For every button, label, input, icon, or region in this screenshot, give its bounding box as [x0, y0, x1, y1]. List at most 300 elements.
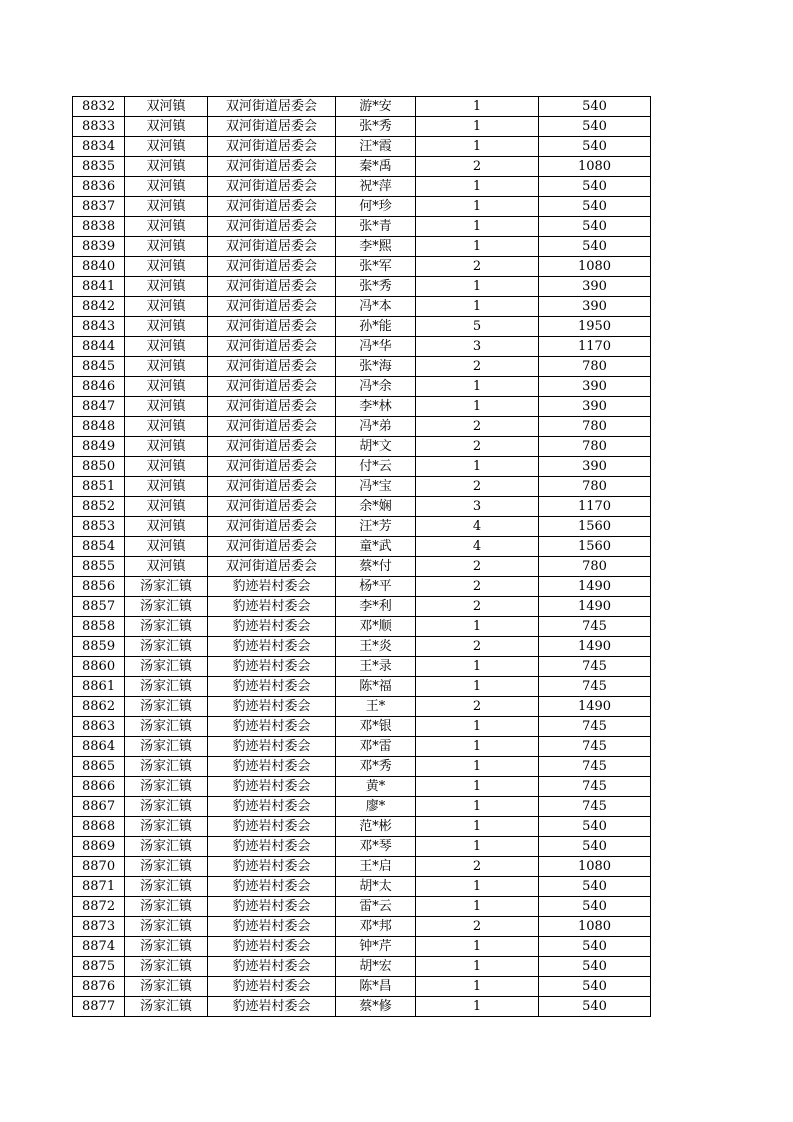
count-cell: 1 — [416, 217, 539, 237]
town-cell: 汤家汇镇 — [125, 937, 208, 957]
count-cell: 1 — [416, 97, 539, 117]
town-cell: 双河镇 — [125, 397, 208, 417]
amount-cell: 540 — [539, 977, 651, 997]
town-cell: 汤家汇镇 — [125, 577, 208, 597]
row-number: 8868 — [73, 817, 125, 837]
table-row — [73, 317, 651, 337]
row-number: 8857 — [73, 597, 125, 617]
table-row — [73, 517, 651, 537]
count-cell: 4 — [416, 537, 539, 557]
row-number: 8842 — [73, 297, 125, 317]
committee-cell: 豹迹岩村委会 — [208, 957, 336, 977]
count-cell: 4 — [416, 517, 539, 537]
count-cell: 1 — [416, 737, 539, 757]
amount-cell: 540 — [539, 997, 651, 1017]
committee-cell: 豹迹岩村委会 — [208, 857, 336, 877]
committee-cell: 双河街道居委会 — [208, 537, 336, 557]
count-cell: 1 — [416, 937, 539, 957]
name-cell: 张*秀 — [336, 277, 416, 297]
count-cell: 1 — [416, 177, 539, 197]
table-row — [73, 137, 651, 157]
table-row — [73, 237, 651, 257]
committee-cell: 豹迹岩村委会 — [208, 997, 336, 1017]
committee-cell: 豹迹岩村委会 — [208, 577, 336, 597]
count-cell: 1 — [416, 717, 539, 737]
table-body — [73, 97, 651, 1017]
name-cell: 何*珍 — [336, 197, 416, 217]
amount-cell: 540 — [539, 817, 651, 837]
name-cell: 蔡*修 — [336, 997, 416, 1017]
committee-cell: 双河街道居委会 — [208, 277, 336, 297]
name-cell: 黄* — [336, 777, 416, 797]
name-cell: 廖* — [336, 797, 416, 817]
count-cell: 3 — [416, 337, 539, 357]
count-cell: 1 — [416, 237, 539, 257]
town-cell: 双河镇 — [125, 377, 208, 397]
count-cell: 1 — [416, 677, 539, 697]
town-cell: 双河镇 — [125, 497, 208, 517]
count-cell: 1 — [416, 617, 539, 637]
committee-cell: 双河街道居委会 — [208, 177, 336, 197]
table-row — [73, 597, 651, 617]
amount-cell: 1560 — [539, 537, 651, 557]
row-number: 8860 — [73, 657, 125, 677]
committee-cell: 双河街道居委会 — [208, 557, 336, 577]
amount-cell: 1080 — [539, 157, 651, 177]
row-number: 8833 — [73, 117, 125, 137]
name-cell: 汪*芳 — [336, 517, 416, 537]
count-cell: 1 — [416, 877, 539, 897]
row-number: 8856 — [73, 577, 125, 597]
row-number: 8851 — [73, 477, 125, 497]
row-number: 8844 — [73, 337, 125, 357]
name-cell: 张*军 — [336, 257, 416, 277]
amount-cell: 745 — [539, 777, 651, 797]
amount-cell: 1490 — [539, 577, 651, 597]
committee-cell: 豹迹岩村委会 — [208, 817, 336, 837]
row-number: 8858 — [73, 617, 125, 637]
name-cell: 王* — [336, 697, 416, 717]
town-cell: 双河镇 — [125, 157, 208, 177]
count-cell: 2 — [416, 357, 539, 377]
amount-cell: 540 — [539, 137, 651, 157]
table-row — [73, 997, 651, 1017]
row-number: 8852 — [73, 497, 125, 517]
count-cell: 2 — [416, 697, 539, 717]
committee-cell: 豹迹岩村委会 — [208, 757, 336, 777]
count-cell: 1 — [416, 297, 539, 317]
table-row — [73, 777, 651, 797]
table-row — [73, 117, 651, 137]
committee-cell: 豹迹岩村委会 — [208, 917, 336, 937]
table-row — [73, 557, 651, 577]
town-cell: 双河镇 — [125, 437, 208, 457]
row-number: 8866 — [73, 777, 125, 797]
amount-cell: 1080 — [539, 257, 651, 277]
committee-cell: 双河街道居委会 — [208, 137, 336, 157]
name-cell: 张*海 — [336, 357, 416, 377]
town-cell: 双河镇 — [125, 417, 208, 437]
table-row — [73, 617, 651, 637]
table-row — [73, 197, 651, 217]
amount-cell: 745 — [539, 617, 651, 637]
row-number: 8861 — [73, 677, 125, 697]
town-cell: 双河镇 — [125, 237, 208, 257]
table-row — [73, 977, 651, 997]
committee-cell: 双河街道居委会 — [208, 297, 336, 317]
table-row — [73, 877, 651, 897]
committee-cell: 豹迹岩村委会 — [208, 937, 336, 957]
table-row — [73, 797, 651, 817]
town-cell: 双河镇 — [125, 257, 208, 277]
committee-cell: 双河街道居委会 — [208, 197, 336, 217]
row-number: 8855 — [73, 557, 125, 577]
row-number: 8834 — [73, 137, 125, 157]
row-number: 8863 — [73, 717, 125, 737]
count-cell: 1 — [416, 797, 539, 817]
name-cell: 杨*平 — [336, 577, 416, 597]
table-row — [73, 717, 651, 737]
name-cell: 雷*云 — [336, 897, 416, 917]
town-cell: 双河镇 — [125, 317, 208, 337]
name-cell: 余*娴 — [336, 497, 416, 517]
table-row — [73, 437, 651, 457]
town-cell: 汤家汇镇 — [125, 617, 208, 637]
committee-cell: 豹迹岩村委会 — [208, 697, 336, 717]
amount-cell: 1490 — [539, 597, 651, 617]
town-cell: 汤家汇镇 — [125, 877, 208, 897]
row-number: 8839 — [73, 237, 125, 257]
row-number: 8864 — [73, 737, 125, 757]
name-cell: 祝*萍 — [336, 177, 416, 197]
name-cell: 胡*太 — [336, 877, 416, 897]
table-row — [73, 157, 651, 177]
amount-cell: 780 — [539, 477, 651, 497]
count-cell: 1 — [416, 197, 539, 217]
amount-cell: 745 — [539, 677, 651, 697]
count-cell: 1 — [416, 457, 539, 477]
table-row — [73, 257, 651, 277]
name-cell: 李*林 — [336, 397, 416, 417]
count-cell: 2 — [416, 417, 539, 437]
amount-cell: 780 — [539, 437, 651, 457]
row-number: 8843 — [73, 317, 125, 337]
count-cell: 1 — [416, 957, 539, 977]
amount-cell: 745 — [539, 757, 651, 777]
count-cell: 1 — [416, 777, 539, 797]
row-number: 8870 — [73, 857, 125, 877]
name-cell: 邓*银 — [336, 717, 416, 737]
row-number: 8845 — [73, 357, 125, 377]
committee-cell: 双河街道居委会 — [208, 317, 336, 337]
table-row — [73, 477, 651, 497]
name-cell: 冯*宝 — [336, 477, 416, 497]
table-row — [73, 537, 651, 557]
count-cell: 1 — [416, 837, 539, 857]
committee-cell: 双河街道居委会 — [208, 257, 336, 277]
committee-cell: 双河街道居委会 — [208, 377, 336, 397]
amount-cell: 540 — [539, 117, 651, 137]
amount-cell: 745 — [539, 797, 651, 817]
amount-cell: 1170 — [539, 337, 651, 357]
table-row — [73, 577, 651, 597]
town-cell: 双河镇 — [125, 97, 208, 117]
amount-cell: 540 — [539, 897, 651, 917]
amount-cell: 1490 — [539, 697, 651, 717]
name-cell: 童*武 — [336, 537, 416, 557]
name-cell: 钟*芹 — [336, 937, 416, 957]
committee-cell: 双河街道居委会 — [208, 337, 336, 357]
table-row — [73, 397, 651, 417]
amount-cell: 390 — [539, 397, 651, 417]
town-cell: 双河镇 — [125, 457, 208, 477]
name-cell: 孙*能 — [336, 317, 416, 337]
town-cell: 汤家汇镇 — [125, 997, 208, 1017]
table-row — [73, 737, 651, 757]
name-cell: 汪*霞 — [336, 137, 416, 157]
name-cell: 胡*文 — [336, 437, 416, 457]
count-cell: 1 — [416, 277, 539, 297]
committee-cell: 豹迹岩村委会 — [208, 877, 336, 897]
table-row — [73, 177, 651, 197]
town-cell: 汤家汇镇 — [125, 837, 208, 857]
amount-cell: 540 — [539, 957, 651, 977]
committee-cell: 豹迹岩村委会 — [208, 677, 336, 697]
row-number: 8854 — [73, 537, 125, 557]
amount-cell: 540 — [539, 877, 651, 897]
table-row — [73, 417, 651, 437]
count-cell: 2 — [416, 437, 539, 457]
name-cell: 邓*雷 — [336, 737, 416, 757]
town-cell: 汤家汇镇 — [125, 697, 208, 717]
committee-cell: 双河街道居委会 — [208, 217, 336, 237]
row-number: 8873 — [73, 917, 125, 937]
committee-cell: 双河街道居委会 — [208, 477, 336, 497]
row-number: 8849 — [73, 437, 125, 457]
amount-cell: 780 — [539, 417, 651, 437]
committee-cell: 豹迹岩村委会 — [208, 777, 336, 797]
row-number: 8840 — [73, 257, 125, 277]
town-cell: 汤家汇镇 — [125, 817, 208, 837]
count-cell: 3 — [416, 497, 539, 517]
count-cell: 1 — [416, 137, 539, 157]
committee-cell: 豹迹岩村委会 — [208, 717, 336, 737]
table-row — [73, 937, 651, 957]
amount-cell: 780 — [539, 557, 651, 577]
row-number: 8867 — [73, 797, 125, 817]
committee-cell: 豹迹岩村委会 — [208, 597, 336, 617]
town-cell: 汤家汇镇 — [125, 737, 208, 757]
count-cell: 1 — [416, 657, 539, 677]
count-cell: 2 — [416, 257, 539, 277]
row-number: 8846 — [73, 377, 125, 397]
count-cell: 1 — [416, 377, 539, 397]
town-cell: 双河镇 — [125, 217, 208, 237]
count-cell: 2 — [416, 857, 539, 877]
town-cell: 汤家汇镇 — [125, 757, 208, 777]
amount-cell: 1080 — [539, 857, 651, 877]
name-cell: 王*炎 — [336, 637, 416, 657]
row-number: 8837 — [73, 197, 125, 217]
town-cell: 双河镇 — [125, 277, 208, 297]
row-number: 8865 — [73, 757, 125, 777]
table-row — [73, 457, 651, 477]
town-cell: 双河镇 — [125, 357, 208, 377]
table-row — [73, 697, 651, 717]
town-cell: 双河镇 — [125, 477, 208, 497]
amount-cell: 540 — [539, 97, 651, 117]
amount-cell: 540 — [539, 217, 651, 237]
count-cell: 1 — [416, 397, 539, 417]
count-cell: 2 — [416, 597, 539, 617]
table-row — [73, 497, 651, 517]
amount-cell: 390 — [539, 377, 651, 397]
count-cell: 1 — [416, 977, 539, 997]
amount-cell: 540 — [539, 937, 651, 957]
table-row — [73, 957, 651, 977]
name-cell: 蔡*付 — [336, 557, 416, 577]
table-row — [73, 357, 651, 377]
town-cell: 双河镇 — [125, 197, 208, 217]
table-row — [73, 217, 651, 237]
row-number: 8841 — [73, 277, 125, 297]
town-cell: 双河镇 — [125, 537, 208, 557]
amount-cell: 780 — [539, 357, 651, 377]
table-row — [73, 337, 651, 357]
name-cell: 范*彬 — [336, 817, 416, 837]
name-cell: 冯*弟 — [336, 417, 416, 437]
row-number: 8874 — [73, 937, 125, 957]
amount-cell: 1170 — [539, 497, 651, 517]
town-cell: 双河镇 — [125, 557, 208, 577]
amount-cell: 390 — [539, 457, 651, 477]
table-row — [73, 637, 651, 657]
town-cell: 双河镇 — [125, 137, 208, 157]
row-number: 8862 — [73, 697, 125, 717]
town-cell: 汤家汇镇 — [125, 897, 208, 917]
committee-cell: 双河街道居委会 — [208, 497, 336, 517]
count-cell: 2 — [416, 577, 539, 597]
amount-cell: 745 — [539, 737, 651, 757]
count-cell: 2 — [416, 917, 539, 937]
town-cell: 汤家汇镇 — [125, 637, 208, 657]
row-number: 8871 — [73, 877, 125, 897]
amount-cell: 1490 — [539, 637, 651, 657]
row-number: 8859 — [73, 637, 125, 657]
committee-cell: 豹迹岩村委会 — [208, 657, 336, 677]
table-row — [73, 757, 651, 777]
town-cell: 汤家汇镇 — [125, 717, 208, 737]
table-row — [73, 817, 651, 837]
table-row — [73, 857, 651, 877]
town-cell: 双河镇 — [125, 337, 208, 357]
amount-cell: 540 — [539, 177, 651, 197]
name-cell: 邓*秀 — [336, 757, 416, 777]
town-cell: 汤家汇镇 — [125, 677, 208, 697]
town-cell: 汤家汇镇 — [125, 917, 208, 937]
count-cell: 2 — [416, 157, 539, 177]
committee-cell: 豹迹岩村委会 — [208, 637, 336, 657]
table-row — [73, 377, 651, 397]
count-cell: 5 — [416, 317, 539, 337]
amount-cell: 745 — [539, 657, 651, 677]
count-cell: 1 — [416, 897, 539, 917]
town-cell: 汤家汇镇 — [125, 777, 208, 797]
town-cell: 汤家汇镇 — [125, 657, 208, 677]
committee-cell: 豹迹岩村委会 — [208, 897, 336, 917]
amount-cell: 1950 — [539, 317, 651, 337]
name-cell: 邓*顺 — [336, 617, 416, 637]
row-number: 8848 — [73, 417, 125, 437]
row-number: 8876 — [73, 977, 125, 997]
count-cell: 1 — [416, 757, 539, 777]
count-cell: 1 — [416, 997, 539, 1017]
name-cell: 冯*本 — [336, 297, 416, 317]
count-cell: 1 — [416, 117, 539, 137]
table-row — [73, 277, 651, 297]
committee-cell: 双河街道居委会 — [208, 437, 336, 457]
town-cell: 汤家汇镇 — [125, 957, 208, 977]
town-cell: 汤家汇镇 — [125, 857, 208, 877]
row-number: 8836 — [73, 177, 125, 197]
name-cell: 王*录 — [336, 657, 416, 677]
name-cell: 冯*余 — [336, 377, 416, 397]
committee-cell: 豹迹岩村委会 — [208, 837, 336, 857]
committee-cell: 双河街道居委会 — [208, 357, 336, 377]
row-number: 8853 — [73, 517, 125, 537]
name-cell: 王*启 — [336, 857, 416, 877]
count-cell: 1 — [416, 817, 539, 837]
table-row — [73, 677, 651, 697]
name-cell: 秦*禹 — [336, 157, 416, 177]
town-cell: 汤家汇镇 — [125, 977, 208, 997]
town-cell: 双河镇 — [125, 117, 208, 137]
committee-cell: 双河街道居委会 — [208, 397, 336, 417]
name-cell: 陈*福 — [336, 677, 416, 697]
town-cell: 汤家汇镇 — [125, 797, 208, 817]
amount-cell: 390 — [539, 297, 651, 317]
count-cell: 2 — [416, 557, 539, 577]
name-cell: 李*利 — [336, 597, 416, 617]
committee-cell: 双河街道居委会 — [208, 237, 336, 257]
committee-cell: 豹迹岩村委会 — [208, 977, 336, 997]
committee-cell: 豹迹岩村委会 — [208, 797, 336, 817]
row-number: 8850 — [73, 457, 125, 477]
committee-cell: 豹迹岩村委会 — [208, 617, 336, 637]
name-cell: 张*青 — [336, 217, 416, 237]
name-cell: 邓*邦 — [336, 917, 416, 937]
table-row — [73, 297, 651, 317]
table-row — [73, 657, 651, 677]
amount-cell: 540 — [539, 237, 651, 257]
amount-cell: 745 — [539, 717, 651, 737]
name-cell: 张*秀 — [336, 117, 416, 137]
table-row — [73, 97, 651, 117]
name-cell: 付*云 — [336, 457, 416, 477]
amount-cell: 540 — [539, 837, 651, 857]
committee-cell: 双河街道居委会 — [208, 117, 336, 137]
row-number: 8838 — [73, 217, 125, 237]
row-number: 8835 — [73, 157, 125, 177]
name-cell: 邓*琴 — [336, 837, 416, 857]
town-cell: 双河镇 — [125, 517, 208, 537]
row-number: 8875 — [73, 957, 125, 977]
committee-cell: 双河街道居委会 — [208, 517, 336, 537]
table-row — [73, 917, 651, 937]
name-cell: 胡*宏 — [336, 957, 416, 977]
name-cell: 陈*昌 — [336, 977, 416, 997]
name-cell: 冯*华 — [336, 337, 416, 357]
